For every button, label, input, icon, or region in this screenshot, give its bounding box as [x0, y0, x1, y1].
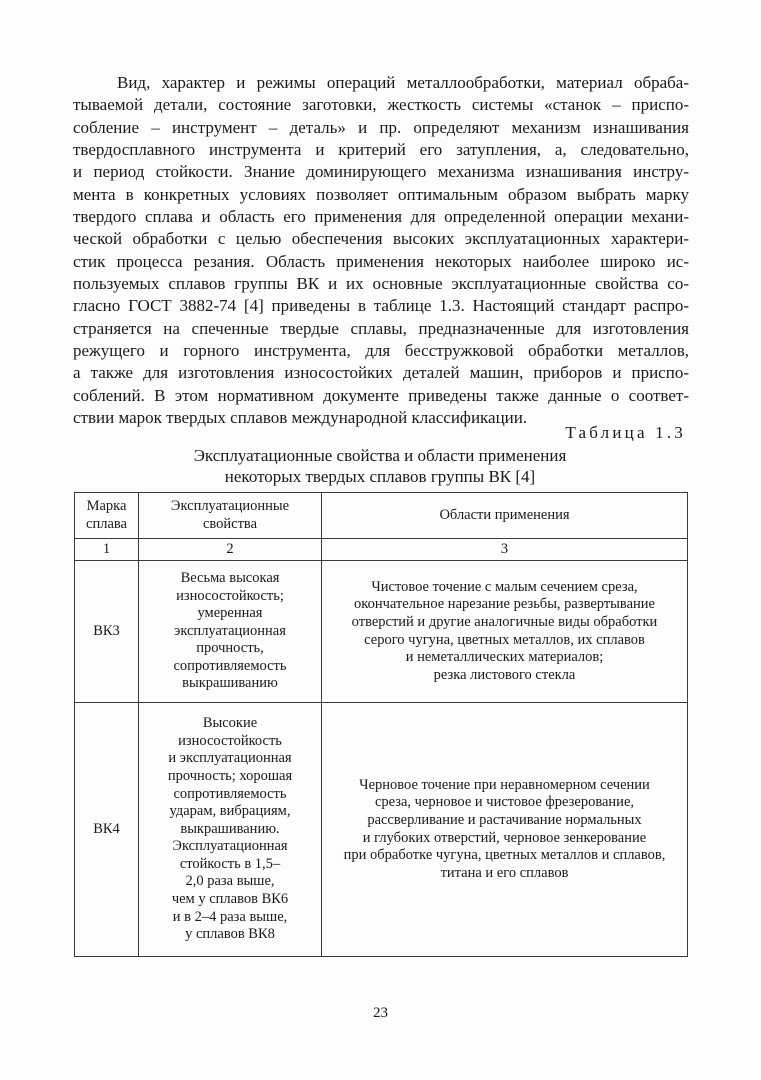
paragraph-line: тываемой детали, состояние заготовки, жесткость системы «станок – приспо- — [73, 95, 689, 115]
table-title — [74, 445, 686, 487]
column-number: 3 — [322, 539, 688, 561]
table-number-label: Таблица 1.3 — [565, 423, 686, 442]
paragraph-line: собление – инструмент – деталь» и пр. определяют механизм изнашивания — [73, 117, 689, 137]
column-number: 2 — [139, 539, 322, 561]
paragraph-line: пользуемых сплавов группы ВК и их основные эксплуатационные свойства со- — [73, 274, 689, 294]
grade-cell: ВК3 — [75, 561, 139, 703]
paragraph-line: страняется на спеченные твердые сплавы, предназначенные для изготовления — [73, 318, 689, 338]
paragraph-line: гласно ГОСТ 3882-74 [4] приведены в таблице 1.3. Настоящий стандарт распро- — [73, 296, 689, 316]
header-properties: Эксплуатационные свойства — [139, 493, 322, 539]
body-paragraph — [73, 72, 689, 430]
paragraph-line: Вид, характер и режимы операций металлообработки, материал обраба- — [117, 73, 689, 92]
grade-cell: ВК4 — [75, 703, 139, 957]
applications-cell: Черновое точение при неравномерном сечении среза, черновое и чистовое фрезерование, рассверливание и растачивание нормальных и глубоких отверстий, черновое зенкерование при обработке чугуна, цветных металлов и сплавов, титана и его сплавов — [322, 703, 688, 957]
paragraph-line: и период стойкости. Знание доминирующего механизма изнашивания инстру- — [73, 162, 689, 182]
table-title-line: некоторых твердых сплавов группы ВК [4] — [224, 467, 536, 486]
header-applications: Области применения — [322, 493, 688, 539]
alloy-properties-table — [74, 492, 688, 957]
table-row — [75, 703, 688, 957]
paragraph-line: соблений. В этом нормативном документе приведены также данные о соответ- — [73, 385, 689, 405]
paragraph-line: ческой обработки с целью обеспечения высоких эксплуатационных характери- — [73, 229, 689, 249]
paragraph-line: твердосплавного инструмента и критерий его затупления, а, следовательно, — [73, 140, 689, 160]
paragraph-line: мента в конкретных условиях позволяет оптимальным образом выбрать марку — [73, 184, 689, 204]
properties-cell: Высокие износостойкость и эксплуатационная прочность; хорошая сопротивляемость ударам, вибрациям, выкрашиванию. Эксплуатационная стойкость в 1,5– 2,0 раза выше, чем у сплавов ВК6 и в 2–4 раза выше, у сплавов ВК8 — [139, 703, 322, 957]
paragraph-line: а также для изготовления износостойких деталей машин, приборов и приспо- — [73, 363, 689, 383]
paragraph-line: твердого сплава и область его применения для определенной операции механи- — [73, 207, 689, 227]
paragraph-line: стик процесса резания. Область применения некоторых наиболее широко ис- — [73, 251, 689, 271]
header-grade: Марка сплава — [75, 493, 139, 539]
table-title-line: Эксплуатационные свойства и области применения — [193, 446, 567, 465]
paragraph-line: ствии марок твердых сплавов международной классификации. — [73, 408, 528, 428]
table-header-row — [75, 493, 688, 539]
column-number: 1 — [75, 539, 139, 561]
properties-cell: Весьма высокая износостойкость; умеренная эксплуатационная прочность, сопротивляемость выкрашиванию — [139, 561, 322, 703]
paragraph-line: режущего и горного инструмента, для бесстружковой обработки металлов, — [73, 341, 689, 361]
column-number-row — [75, 539, 688, 561]
page-number: 23 — [373, 1005, 388, 1021]
applications-cell: Чистовое точение с малым сечением среза, окончательное нарезание резьбы, развертывание отверстий и другие аналогичные виды обработки серого чугуна, цветных металлов, их сплавов и неметаллических материалов; резка листового стекла — [322, 561, 688, 703]
table-row — [75, 561, 688, 703]
